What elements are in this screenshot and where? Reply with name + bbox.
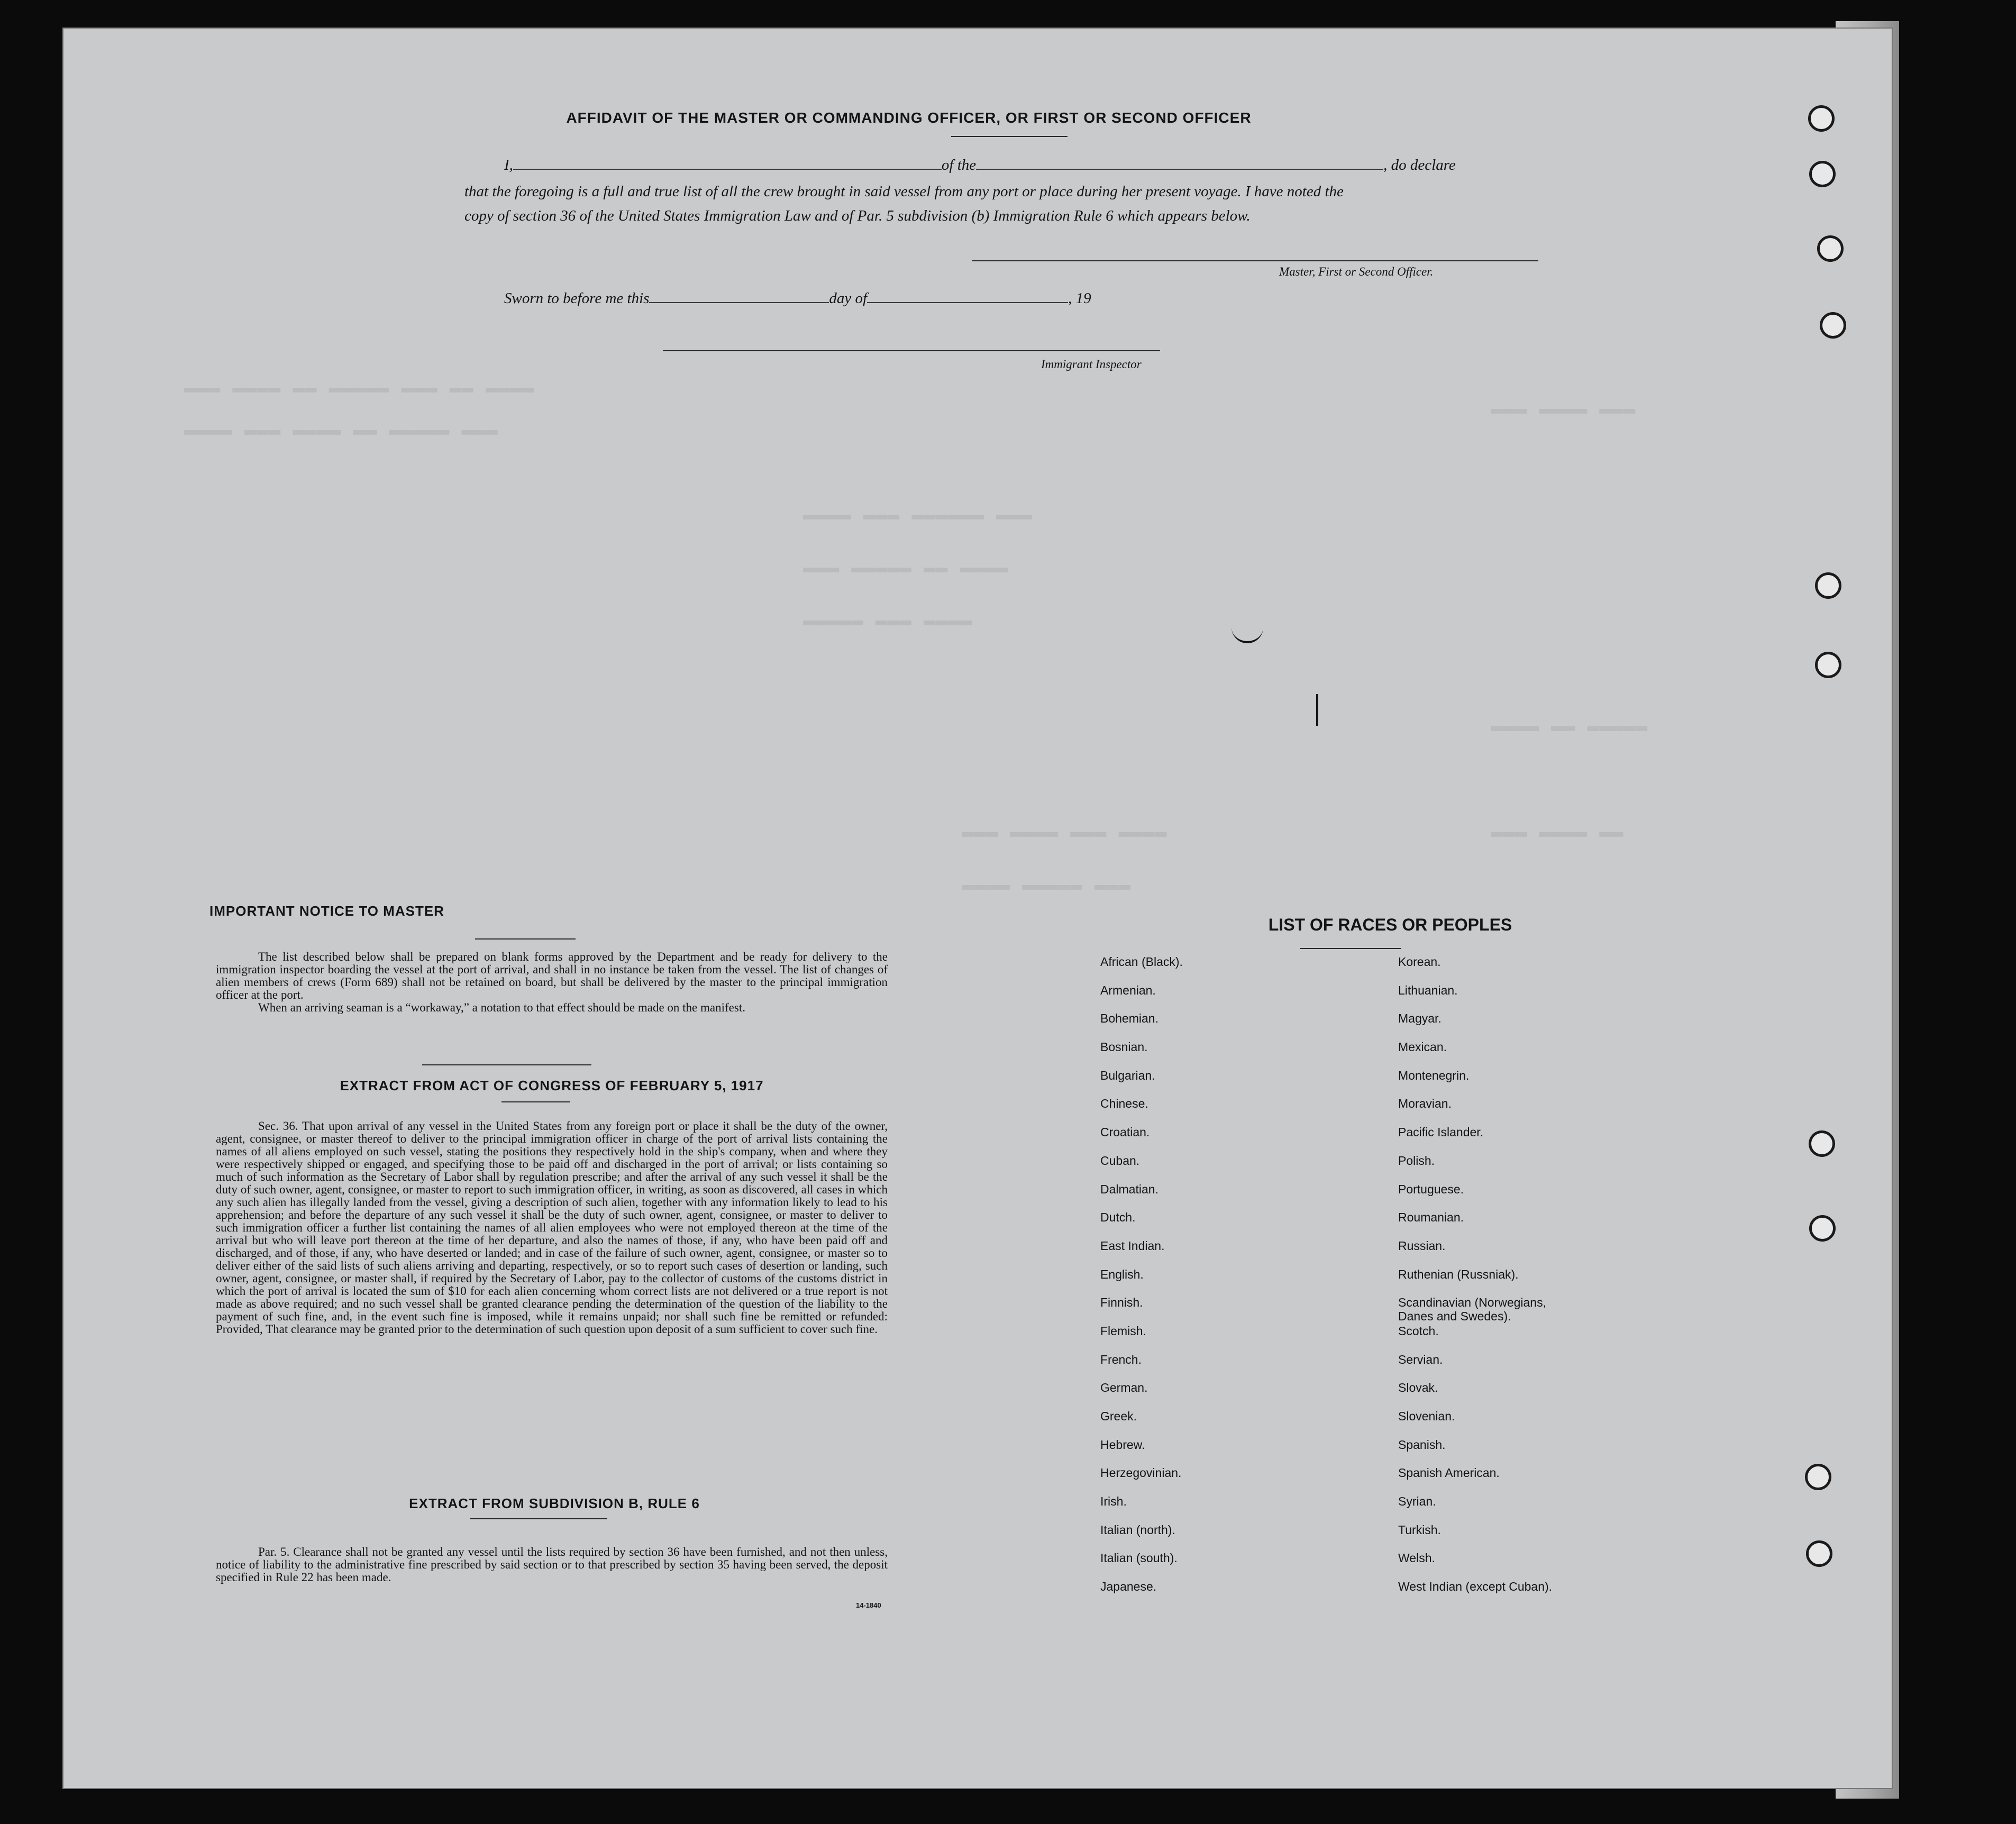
race-item: Flemish. — [1100, 1324, 1146, 1338]
race-item: Croatian. — [1100, 1125, 1150, 1139]
race-item: Cuban. — [1100, 1153, 1140, 1168]
extract-rule-title: EXTRACT FROM SUBDIVISION B, RULE 6 — [409, 1495, 700, 1511]
race-item: Chinese. — [1100, 1097, 1148, 1111]
extract-act-title-rule — [501, 1101, 570, 1102]
race-item: Scandinavian (Norwegians, Danes and Swedes). — [1398, 1296, 1546, 1324]
notice-title-rule — [475, 938, 576, 940]
race-item: Korean. — [1398, 955, 1441, 969]
inspector-signature-line[interactable] — [663, 350, 1160, 351]
master-signature-label: Master, First or Second Officer. — [1279, 265, 1434, 278]
races-column-1 — [1100, 955, 1397, 1608]
race-item: Scotch. — [1398, 1324, 1439, 1338]
race-item: Mexican. — [1398, 1040, 1447, 1054]
race-item: Servian. — [1398, 1352, 1443, 1366]
race-item: Turkish. — [1398, 1522, 1441, 1537]
year-label: , 19 — [1068, 290, 1091, 307]
notice-paragraph-1: The list described below shall be prepared on blank forms approved by the Department and be ready for delivery to the immigration inspector boarding the vessel at the port of arrival, and shall in no instance be taken from the vessel. The list of changes of alien members of crews (Form 689) shall not be retained on board, but shall be delivered by the master to the principal immigration officer at the port. — [216, 950, 888, 1001]
race-item: Dalmatian. — [1100, 1182, 1158, 1196]
day-of-label: day of — [829, 290, 868, 307]
master-signature-line[interactable] — [972, 260, 1538, 261]
affidavit-of-the-label: of the — [941, 157, 977, 174]
punch-hole — [1815, 572, 1841, 599]
race-item: Spanish. — [1398, 1437, 1446, 1452]
notice-paragraph-2: When an arriving seaman is a “workaway,” a notation to that effect should be made on the manifest. — [258, 1001, 745, 1014]
race-item: Bohemian. — [1100, 1011, 1158, 1026]
affidavit-i-label: I, — [504, 157, 513, 174]
race-item: Herzegovinian. — [1100, 1466, 1182, 1480]
race-item: African (Black). — [1100, 955, 1183, 969]
extract-rule-title-rule — [470, 1518, 607, 1519]
race-item: German. — [1100, 1381, 1148, 1395]
race-item: Magyar. — [1398, 1011, 1442, 1026]
manifest-page — [62, 28, 1893, 1789]
extract-act-text: Sec. 36. That upon arrival of any vessel in the United States from any foreign port or place it shall be the duty of the owner, agent, consignee, or master thereof to deliver to the principal immigration officer in charge of the port of arrival lists containing the names of all aliens employed on such vessel, stating the positions they respectively hold in the ship's company, when and where they were respectively shipped or engaged, and specifying those to be paid off and discharged in the port of arrival; or lists containing so much of such information as the Secretary of Labor shall by regulation prescribe; and after the arrival of any such vessel it shall be the duty of such owner, agent, consignee, or master to report to such immigration officer, in writing, as soon as discovered, all cases in which any such alien has illegally landed from the vessel, giving a description of such alien, together with any information likely to lead to his apprehension; and before the departure of any such vessel it shall be the duty of such owner, agent, consignee, or master to deliver to such immigration officer a further list containing the names of all alien employees who were not employed thereon at the time of the arrival but who will leave port thereon at the time of her departure, and also the names of those, if any, who have been paid off and discharged, and of those, if any, who have deserted or landed; and in case of the failure of such owner, agent, consignee, or master so to deliver either of the said lists of such aliens arriving and departing, respectively, or so to report such cases of desertion or landing, such owner, agent, consignee, or master shall, if required by the Secretary of Labor, pay to the collector of customs of the customs district in which the port of arrival is located the sum of $10 for each alien concerning whom correct lists are not delivered or a true report is not made as above required; and no such vessel shall be granted clearance pending the determination of the question of the liability to the payment of such fine, and, in the event such fine is imposed, while it remains unpaid; nor shall such fine be remitted or refunded: Provided, That clearance may be granted prior to the determination of such question upon deposit of a sum sufficient to cover such fine. — [216, 1119, 888, 1336]
race-item: Russian. — [1398, 1238, 1446, 1253]
pen-mark — [1232, 625, 1263, 643]
race-item: Hebrew. — [1100, 1437, 1145, 1452]
pen-mark — [1316, 694, 1318, 726]
extract-act-title: EXTRACT FROM ACT OF CONGRESS OF FEBRUARY 5, 1917 — [340, 1078, 764, 1093]
extract-act-body — [216, 1120, 888, 1336]
race-item: Moravian. — [1398, 1097, 1452, 1111]
extract-rule-body — [216, 1546, 888, 1584]
race-item: Pacific Islander. — [1398, 1125, 1484, 1139]
sworn-label: Sworn to before me this — [504, 290, 650, 307]
race-item: Slovak. — [1398, 1381, 1438, 1395]
race-item: English. — [1100, 1267, 1144, 1281]
race-item: Finnish. — [1100, 1296, 1143, 1310]
race-item: Greek. — [1100, 1409, 1137, 1423]
punch-hole — [1805, 1464, 1831, 1490]
races-column-2 — [1398, 955, 1716, 1608]
inspector-signature-label: Immigrant Inspector — [1041, 358, 1142, 371]
sworn-line — [504, 287, 1139, 310]
affidavit-line-2: that the foregoing is a full and true list of all the crew brought in said vessel from any port or place during her present voyage. I have noted the — [464, 183, 1344, 200]
notice-title: IMPORTANT NOTICE TO MASTER — [209, 903, 444, 919]
punch-hole — [1809, 1215, 1836, 1242]
race-item: Ruthenian (Russniak). — [1398, 1267, 1519, 1281]
race-item: Italian (north). — [1100, 1522, 1175, 1537]
affidavit-title: AFFIDAVIT OF THE MASTER OR COMMANDING OFFICER, OR FIRST OR SECOND OFFICER — [566, 110, 1252, 126]
punch-hole — [1815, 652, 1841, 678]
punch-hole — [1808, 105, 1835, 132]
race-item: Armenian. — [1100, 983, 1156, 997]
affidavit-title-rule — [951, 136, 1068, 137]
name-blank[interactable] — [513, 169, 942, 170]
punch-hole — [1809, 161, 1836, 187]
race-item: Bosnian. — [1100, 1040, 1148, 1054]
punch-hole — [1817, 235, 1844, 262]
punch-hole — [1820, 312, 1846, 339]
affidavit-do-declare-label: , do declare — [1383, 157, 1456, 174]
race-item: Spanish American. — [1398, 1466, 1500, 1480]
bleed-through: ▬▬▬ ▬▬▬▬ ▬▬ ▬▬▬▬▬ ▬▬▬ ▬▬ ▬▬▬▬ ▬▬▬▬ ▬▬▬ ▬▬▬▬ ▬▬ ▬▬▬▬▬ ▬▬▬ ▬▬▬▬ ▬▬▬ ▬▬▬▬▬▬ ▬▬▬ ▬▬▬ ▬▬▬▬▬ ▬▬ ▬▬▬▬ ▬▬▬▬▬ ▬▬▬ ▬▬▬▬ ▬▬▬ ▬▬▬▬ ▬▬▬ ▬▬▬▬ ▬▬▬▬ ▬▬▬▬▬ ▬▬▬ ▬▬▬ ▬▬▬▬ ▬▬▬ ▬▬▬▬ ▬▬ ▬▬▬▬▬ ▬▬▬ ▬▬▬▬ ▬▬ — [184, 377, 1648, 897]
race-item: East Indian. — [1100, 1238, 1165, 1253]
race-item: Welsh. — [1398, 1551, 1435, 1565]
race-item: Japanese. — [1100, 1580, 1157, 1594]
races-title: LIST OF RACES OR PEOPLES — [1268, 915, 1512, 934]
race-item: Irish. — [1100, 1494, 1127, 1509]
race-item: Syrian. — [1398, 1494, 1436, 1509]
race-item: Bulgarian. — [1100, 1068, 1155, 1082]
race-item: Polish. — [1398, 1153, 1435, 1168]
punch-hole — [1809, 1130, 1835, 1157]
notice-divider — [422, 1064, 591, 1065]
race-item: Roumanian. — [1398, 1210, 1464, 1225]
race-item: Lithuanian. — [1398, 983, 1458, 997]
notice-body — [216, 951, 888, 1014]
sworn-month-blank[interactable] — [867, 302, 1068, 303]
race-item: Slovenian. — [1398, 1409, 1455, 1423]
race-item: Dutch. — [1100, 1210, 1136, 1225]
affidavit-line-1 — [504, 153, 1541, 177]
sworn-day-blank[interactable] — [649, 302, 829, 303]
affidavit-line-3: copy of section 36 of the United States Immigration Law and of Par. 5 subdivision (b) Immigration Rule 6 which appears below. — [464, 207, 1251, 224]
race-item: French. — [1100, 1352, 1142, 1366]
punch-hole — [1806, 1540, 1832, 1567]
race-item: Portuguese. — [1398, 1182, 1464, 1196]
extract-rule-text: Par. 5. Clearance shall not be granted any vessel until the lists required by section 36 have been furnished, and not then unless, notice of liability to the administrative fine prescribed by said section or to that prescribed by section 35 having been served, the deposit specified in Rule 22 has been made. — [216, 1545, 888, 1584]
race-item: Montenegrin. — [1398, 1068, 1470, 1082]
vessel-blank[interactable] — [976, 169, 1383, 170]
race-item: West Indian (except Cuban). — [1398, 1580, 1553, 1594]
races-title-rule — [1300, 948, 1401, 949]
form-number: 14-1840 — [856, 1601, 881, 1609]
race-item: Italian (south). — [1100, 1551, 1178, 1565]
